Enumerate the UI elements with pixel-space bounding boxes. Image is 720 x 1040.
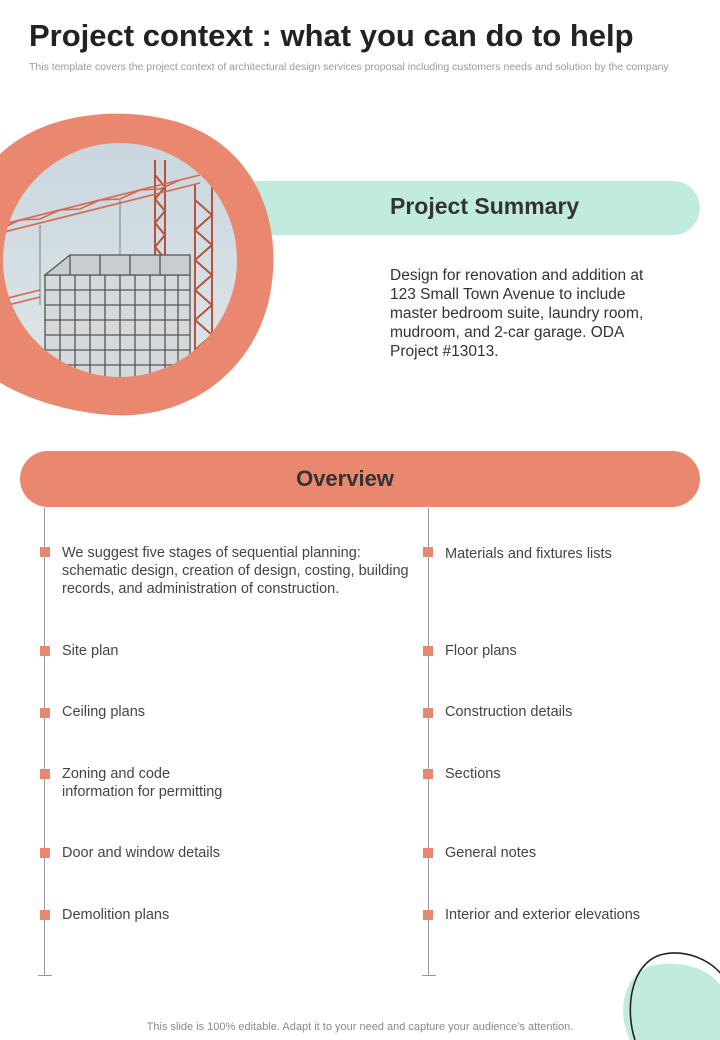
left-timeline-line [44, 508, 45, 976]
construction-hero-image [0, 105, 280, 425]
overview-left-item: Door and window details [62, 845, 220, 861]
overview-right-item: Interior and exterior elevations [445, 907, 641, 923]
overview-right-item: Materials and fixtures lists [445, 546, 612, 562]
footer-note: This slide is 100% editable. Adapt it to your need and capture your audience’s attention. [146, 1021, 574, 1033]
page-subtitle: This template covers the project context of architectural design services proposal including customers needs and solution by the company [29, 61, 669, 73]
bullet-icon [40, 547, 50, 557]
bullet-icon [40, 848, 50, 858]
project-summary-text: Design for renovation and addition at 123 Small Town Avenue to include master bedroom suite, laundry room, mudroom, and 2-car garage. ODA Project #13013. [390, 267, 644, 360]
right-timeline-end [422, 975, 436, 976]
right-timeline-line [428, 508, 429, 976]
bullet-icon [423, 848, 433, 858]
bullet-icon [423, 646, 433, 656]
overview-title: Overview [296, 466, 394, 491]
overview-left-item: Demolition plans [62, 907, 170, 923]
page-title: Project context : what you can do to help [29, 18, 634, 53]
overview-right-item: General notes [445, 845, 537, 861]
project-summary-title: Project Summary [390, 193, 580, 219]
bullet-icon [40, 708, 50, 718]
overview-left-item: Zoning and code information for permitting [62, 766, 223, 800]
overview-right-item: Construction details [445, 704, 573, 720]
bullet-icon [40, 646, 50, 656]
bullet-icon [423, 708, 433, 718]
overview-right-item: Sections [445, 766, 501, 782]
overview-left-item: Ceiling plans [62, 704, 146, 720]
bullet-icon [423, 547, 433, 557]
overview-left-item: Site plan [62, 643, 119, 659]
overview-right-item: Floor plans [445, 643, 517, 659]
overview-left-item: We suggest five stages of sequential planning: schematic design, creation of design, costing, building records, and administration of construction. [62, 545, 409, 597]
bullet-icon [423, 769, 433, 779]
bullet-icon [40, 769, 50, 779]
left-timeline-end [38, 975, 52, 976]
bullet-icon [40, 910, 50, 920]
bullet-icon [423, 910, 433, 920]
